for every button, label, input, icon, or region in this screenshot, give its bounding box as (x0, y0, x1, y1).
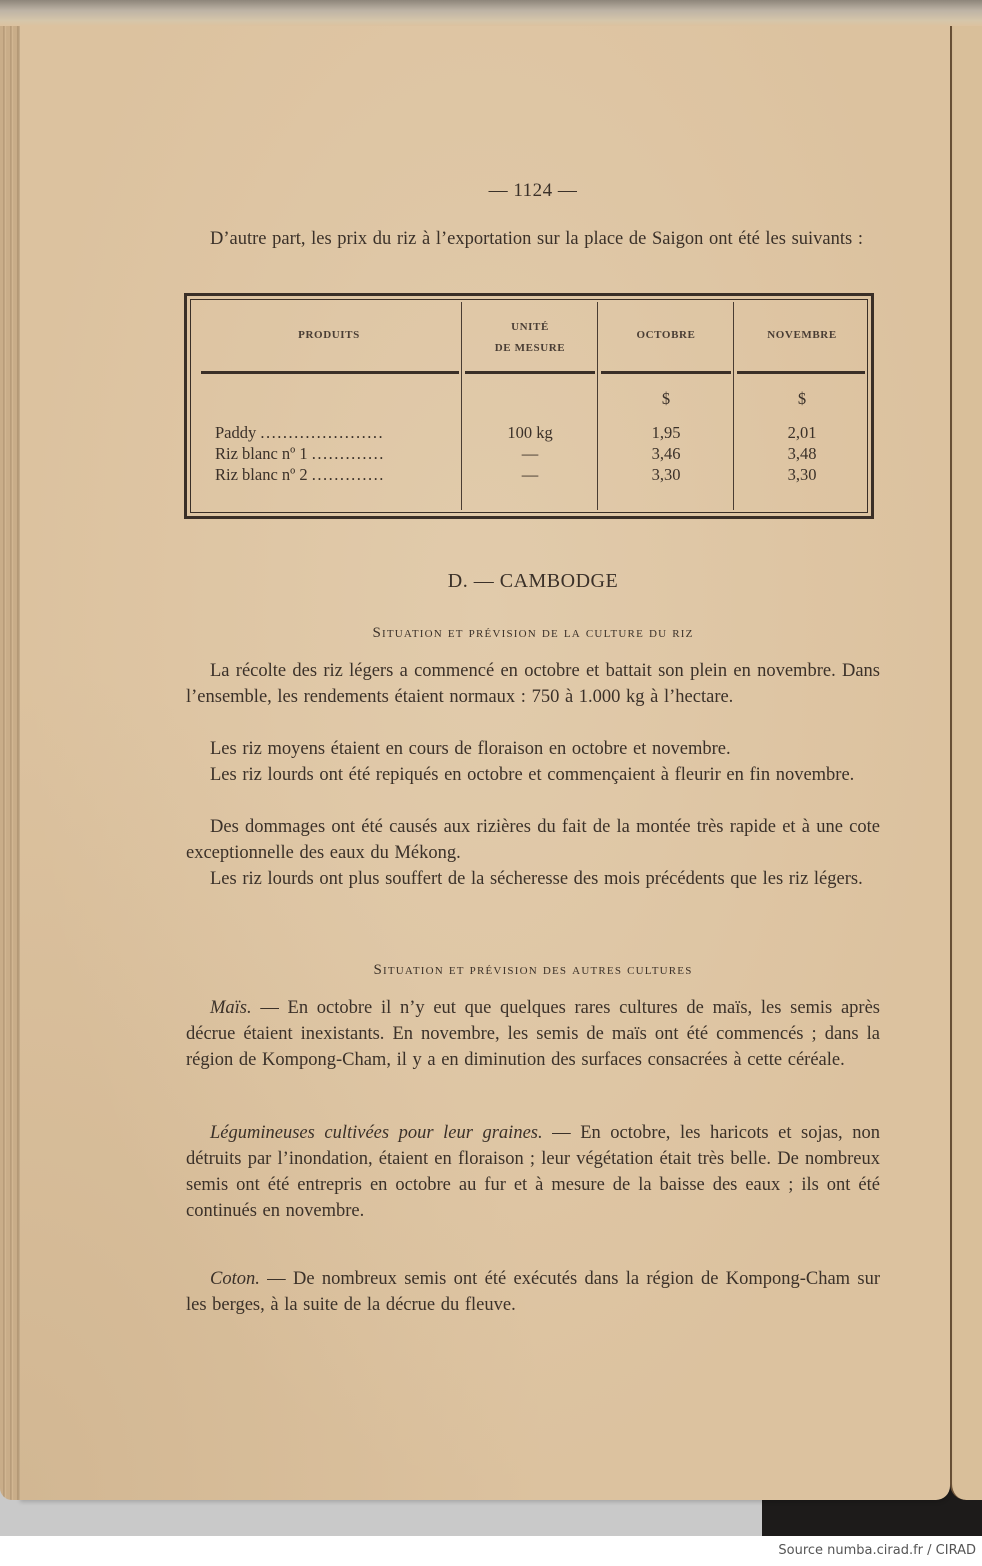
header-unite-line2: DE MESURE (494, 342, 566, 354)
paragraph-riz-moyens: Les riz moyens étaient en cours de floraison en octobre et novembre. (210, 739, 731, 759)
paragraph-riz-lourds: Les riz lourds ont été repiqués en octobre et commençaient à fleurir en fin novembre. (210, 765, 855, 785)
header-octobre: OCTOBRE (636, 329, 696, 341)
item-label-legumineuses: Légumineuses cultivées pour leur graines. (210, 1123, 543, 1143)
column-divider (597, 302, 598, 510)
paragraph-dommages: Des dommages ont été causés aux rizières du fait de la montée très rapide et à une cote exceptionnelle des eaux du Mékong. (186, 817, 880, 863)
table-row-octobre: 3,46 (651, 444, 681, 463)
header-produits: PRODUITS (298, 329, 360, 341)
header-rule (601, 371, 731, 374)
header-rule (737, 371, 865, 374)
header-novembre: NOVEMBRE (767, 329, 837, 341)
paragraph-coton: Coton. — De nombreux semis ont été exécutés dans la région de Kompong-Cham sur les berges, à la suite de la décrue du fleuve. (186, 1269, 880, 1315)
paragraph-secheresse: Les riz lourds ont plus souffert de la sécheresse des mois précédents que les riz légers. (210, 869, 863, 889)
currency-novembre: $ (797, 389, 807, 408)
subsection-title-riz: Situation et prévision de la culture du riz (372, 625, 694, 641)
item-label-mais: Maïs. (210, 998, 252, 1018)
table-row-produit: Paddy ...................... (215, 423, 385, 442)
next-page-edge (950, 18, 982, 1500)
table-row-unite: — (521, 444, 539, 463)
paragraph-legumineuses: Légumineuses cultivées pour leur graines. — En octobre, les haricots et sojas, non détruits par l’inondation, étaient en floraison ; leur végétation était très belle. De nombreux semis ont été entrepris en octobre au fur et à mesure de la baisse des eaux ; ils ont été continués en novembre. (186, 1123, 880, 1221)
table-row-novembre: 2,01 (787, 423, 817, 442)
header-rule (201, 371, 459, 374)
section-title-cambodge: D. — CAMBODGE (447, 570, 619, 592)
table-row-novembre: 3,30 (787, 465, 817, 484)
table-row-octobre: 1,95 (651, 423, 681, 442)
page-number: — 1124 — (488, 180, 578, 201)
subsection-title-autres-cultures: Situation et prévision des autres cultures (373, 962, 693, 978)
paragraph-mais: Maïs. — En octobre il n’y eut que quelques rares cultures de maïs, les semis après décrue étaient inexistants. En novembre, les semis de maïs ont été commencés ; dans la région de Kompong-Cham, il y a en diminution des surfaces consacrées à cette céréale. (186, 998, 880, 1070)
header-rule (465, 371, 595, 374)
table-row-produit: Riz blanc nº 2 ............. (215, 465, 385, 484)
header-unite-line1: UNITÉ (511, 321, 549, 333)
currency-octobre: $ (661, 389, 671, 408)
table-row-octobre: 3,30 (651, 465, 681, 484)
item-label-coton: Coton. (210, 1269, 260, 1289)
column-divider (461, 302, 462, 510)
rice-price-table (184, 293, 874, 519)
paragraph-riz-legers: La récolte des riz légers a commencé en octobre et battait son plein en novembre. Dans l’ensemble, les rendements étaient normaux : 750 à 1.000 kg à l’hectare. (186, 661, 880, 707)
source-credit: Source numba.cirad.fr / CIRAD (778, 1543, 976, 1558)
table-row-unite: — (521, 465, 539, 484)
table-row-unite: 100 kg (507, 423, 553, 442)
page-top-edge (0, 0, 982, 26)
table-row-produit: Riz blanc nº 1 ............. (215, 444, 385, 463)
table-row-novembre: 3,48 (787, 444, 817, 463)
column-divider (733, 302, 734, 510)
intro-paragraph: D’autre part, les prix du riz à l’exportation sur la place de Saigon ont été les suivants : (210, 229, 864, 249)
